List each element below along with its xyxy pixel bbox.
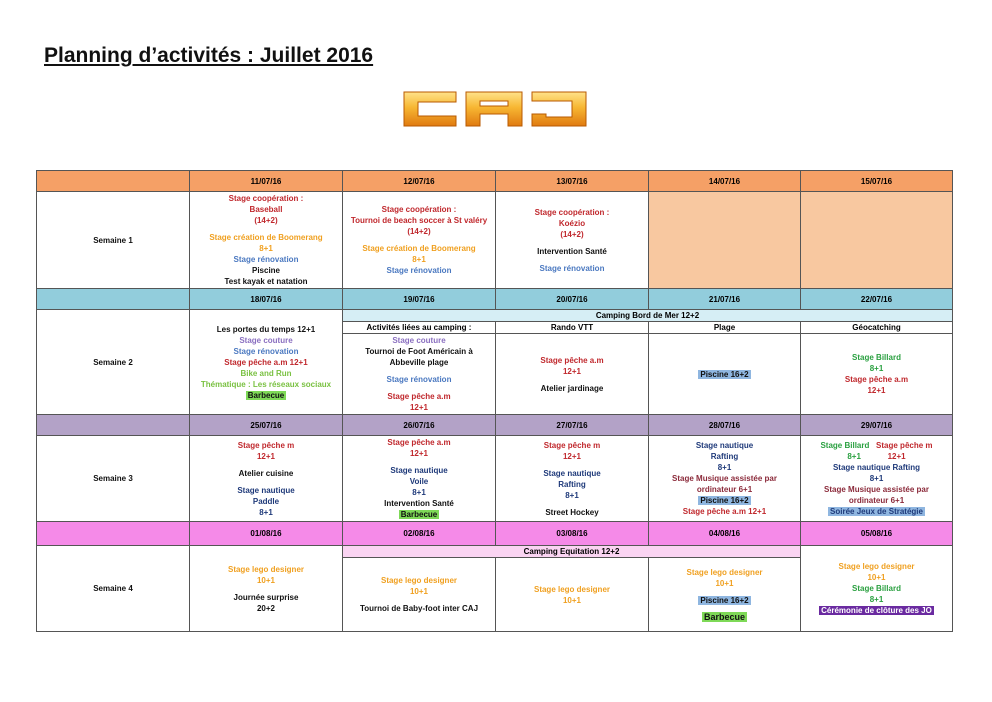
barbecue-badge: Barbecue	[703, 611, 746, 622]
subhead-cell: Rando VTT	[496, 322, 649, 334]
piscine-badge: Piscine 16+2	[700, 369, 749, 379]
activity-line: 8+1	[869, 474, 884, 483]
activity-line: Baseball	[249, 205, 283, 214]
activity-line: (14+2)	[254, 216, 278, 225]
activity-line: Stage rénovation	[539, 263, 605, 273]
activity-line: 8+1	[259, 507, 273, 517]
activity-line: Thématique : Les réseaux sociaux	[200, 379, 332, 389]
date-cell: 29/07/16	[801, 415, 953, 436]
piscine-badge: Piscine 16+2	[700, 496, 749, 505]
activity-line: Street Hockey	[545, 507, 599, 517]
activity-cell	[801, 334, 953, 415]
activity-line: Voile	[409, 477, 429, 486]
barbecue-badge: Barbecue	[247, 390, 285, 400]
activity-line: Stage couture	[392, 336, 446, 345]
activity-line: 20+2	[256, 603, 276, 613]
activity-line: 12+1	[256, 451, 276, 461]
activity-line: Stage nautique	[695, 441, 754, 450]
activity-line: Stage pêche a.m 12+1	[224, 357, 308, 367]
activity-line: Stage Billard	[852, 353, 901, 362]
activity-line: Stage coopération :	[381, 205, 457, 214]
activity-line: Paddle	[252, 496, 280, 506]
activity-line: Stage lego designer	[686, 567, 763, 577]
activity-line: Stage pêche m	[543, 440, 601, 450]
activity-line: Atelier cuisine	[238, 468, 294, 478]
week3-activity-row	[37, 436, 953, 522]
activity-line: Intervention Santé	[537, 246, 607, 256]
date-cell: 19/07/16	[343, 289, 496, 310]
activity-line: 12+1	[867, 386, 886, 395]
activity-line: 10+1	[256, 575, 276, 585]
activity-line: Abbeville plage	[389, 358, 449, 367]
week-label: Semaine 1	[37, 192, 190, 289]
subhead-cell: Activités liées au camping :	[343, 322, 496, 334]
activity-line: Stage pêche a.m	[387, 392, 451, 401]
date-cell: 28/07/16	[649, 415, 801, 436]
strategy-games-badge: Soirée Jeux de Stratégie	[830, 507, 923, 516]
activity-line: 8+1	[717, 463, 732, 472]
week2-band-row	[37, 310, 953, 322]
activity-cell	[801, 546, 953, 632]
activity-cell	[801, 436, 953, 522]
activity-line: Rafting	[558, 479, 586, 489]
page-title: Planning d’activités : Juillet 2016	[44, 44, 374, 67]
activity-cell	[649, 334, 801, 415]
activity-line: Stage pêche m	[237, 440, 295, 450]
camping-band: Camping Bord de Mer 12+2	[343, 310, 953, 322]
activity-line: ordinateur 6+1	[696, 485, 753, 494]
subhead-cell: Géocatching	[801, 322, 953, 334]
week-label: Semaine 2	[37, 310, 190, 415]
activity-line: Stage couture	[239, 335, 293, 345]
activity-line: Stage Billard	[820, 441, 870, 450]
activity-cell	[343, 192, 496, 289]
activity-cell	[190, 436, 343, 522]
activity-line: Atelier jardinage	[540, 383, 604, 393]
week-label: Semaine 3	[37, 436, 190, 522]
activity-line: Tournoi de Foot Américain à	[365, 347, 473, 356]
activity-line: Stage création de Boomerang	[362, 244, 476, 253]
activity-line: ordinateur 6+1	[848, 496, 905, 505]
date-cell: 14/07/16	[649, 171, 801, 192]
week1-activity-row	[37, 192, 953, 289]
week-label: Semaine 4	[37, 546, 190, 632]
closing-ceremony-badge: Cérémonie de clôture des JO	[821, 606, 932, 615]
activity-line: Stage rénovation	[233, 255, 299, 264]
activity-cell	[496, 558, 649, 632]
activity-line: 10+1	[562, 595, 582, 605]
activity-line: Stage nautique Rafting	[832, 463, 921, 472]
activity-line: 10+1	[715, 578, 734, 588]
date-cell: 13/07/16	[496, 171, 649, 192]
activity-line: (14+2)	[560, 229, 584, 239]
activity-cell	[190, 310, 343, 415]
week2-date-row	[37, 289, 953, 310]
week2-date-corner	[37, 289, 190, 310]
activity-line: Stage pêche a.m	[844, 375, 909, 384]
activity-line: Stage pêche a.m	[540, 355, 604, 365]
activity-line: Tournoi de Baby-foot inter CAJ	[359, 604, 479, 613]
activity-line: 8+1	[412, 255, 426, 264]
activity-planning-table	[36, 170, 953, 632]
activity-cell	[343, 558, 496, 632]
activity-line: 10+1	[867, 573, 886, 582]
date-cell: 12/07/16	[343, 171, 496, 192]
activity-line: 8+1	[259, 244, 273, 253]
date-cell: 03/08/16	[496, 522, 649, 546]
activity-line: Stage nautique	[390, 466, 448, 475]
activity-line: Bike and Run	[240, 368, 292, 378]
activity-line: Les portes du temps 12+1	[216, 324, 316, 334]
activity-line: 10+1	[409, 587, 429, 596]
activity-line: Stage pêche a.m	[387, 438, 451, 447]
date-cell: 27/07/16	[496, 415, 649, 436]
date-cell: 04/08/16	[649, 522, 801, 546]
activity-line: Koézio	[558, 218, 586, 228]
empty-holiday-cell	[801, 192, 953, 289]
activity-line: Stage coopération :	[228, 194, 304, 203]
activity-line: Piscine	[251, 266, 280, 275]
date-cell: 21/07/16	[649, 289, 801, 310]
date-cell: 05/08/16	[801, 522, 953, 546]
activity-line: 12+1	[409, 403, 429, 412]
activity-line: Stage Musique assistée par	[824, 485, 929, 494]
activity-line: Intervention Santé	[384, 499, 454, 508]
activity-line: Stage lego designer	[533, 584, 611, 594]
date-cell: 11/07/16	[190, 171, 343, 192]
activity-line: Stage création de Boomerang	[209, 233, 323, 242]
subhead-cell: Plage	[649, 322, 801, 334]
activity-line: (14+2)	[407, 227, 431, 236]
camping-band: Camping Equitation 12+2	[343, 546, 801, 558]
week4-date-corner	[37, 522, 190, 546]
activity-line: Tournoi de beach soccer à St valéry	[350, 216, 488, 225]
activity-line: 8+1	[847, 452, 861, 461]
week3-date-row	[37, 415, 953, 436]
date-cell: 26/07/16	[343, 415, 496, 436]
activity-line: 12+1	[562, 366, 582, 376]
week4-date-row	[37, 522, 953, 546]
activity-cell	[496, 436, 649, 522]
activity-cell	[343, 334, 496, 415]
date-cell: 22/07/16	[801, 289, 953, 310]
activity-line: 12+1	[887, 452, 906, 461]
week4-band-row	[37, 546, 953, 558]
activity-line: Stage lego designer	[380, 576, 458, 585]
week1-date-corner	[37, 171, 190, 192]
activity-line: Stage lego designer	[227, 564, 305, 574]
activity-line: 12+1	[409, 449, 429, 458]
date-cell: 15/07/16	[801, 171, 953, 192]
date-cell: 20/07/16	[496, 289, 649, 310]
week1-date-row	[37, 171, 953, 192]
activity-line: Stage nautique	[543, 468, 601, 478]
empty-holiday-cell	[649, 192, 801, 289]
date-cell: 18/07/16	[190, 289, 343, 310]
date-cell: 25/07/16	[190, 415, 343, 436]
activity-cell	[649, 436, 801, 522]
activity-line: Rafting	[710, 452, 739, 461]
activity-line: Stage rénovation	[386, 375, 452, 384]
activity-line: Stage pêche a.m 12+1	[682, 507, 767, 516]
activity-line: Journée surprise	[233, 592, 299, 602]
activity-cell	[190, 546, 343, 632]
week3-date-corner	[37, 415, 190, 436]
activity-cell	[496, 192, 649, 289]
activity-line: 8+1	[869, 595, 884, 604]
activity-line: Stage pêche m	[876, 441, 933, 450]
activity-line: 8+1	[869, 364, 884, 373]
piscine-badge: Piscine 16+2	[700, 595, 749, 605]
activity-line: 8+1	[412, 488, 426, 497]
activity-line: Test kayak et natation	[224, 277, 308, 286]
date-cell: 02/08/16	[343, 522, 496, 546]
activity-line: Stage coopération :	[534, 207, 610, 217]
activity-cell	[496, 334, 649, 415]
activity-cell	[190, 192, 343, 289]
activity-line: Stage rénovation	[386, 266, 452, 275]
activity-line: Stage lego designer	[838, 562, 915, 571]
activity-cell	[649, 558, 801, 632]
activity-line: 8+1	[565, 490, 579, 500]
date-cell: 01/08/16	[190, 522, 343, 546]
activity-cell	[343, 436, 496, 522]
activity-line: Stage nautique	[237, 485, 295, 495]
activity-line: Stage rénovation	[233, 346, 299, 356]
caj-logo	[400, 86, 590, 132]
activity-line: Stage Musique assistée par	[672, 474, 777, 483]
activity-line: 12+1	[562, 451, 582, 461]
activity-line: Stage Billard	[852, 584, 901, 593]
barbecue-badge: Barbecue	[400, 510, 438, 519]
